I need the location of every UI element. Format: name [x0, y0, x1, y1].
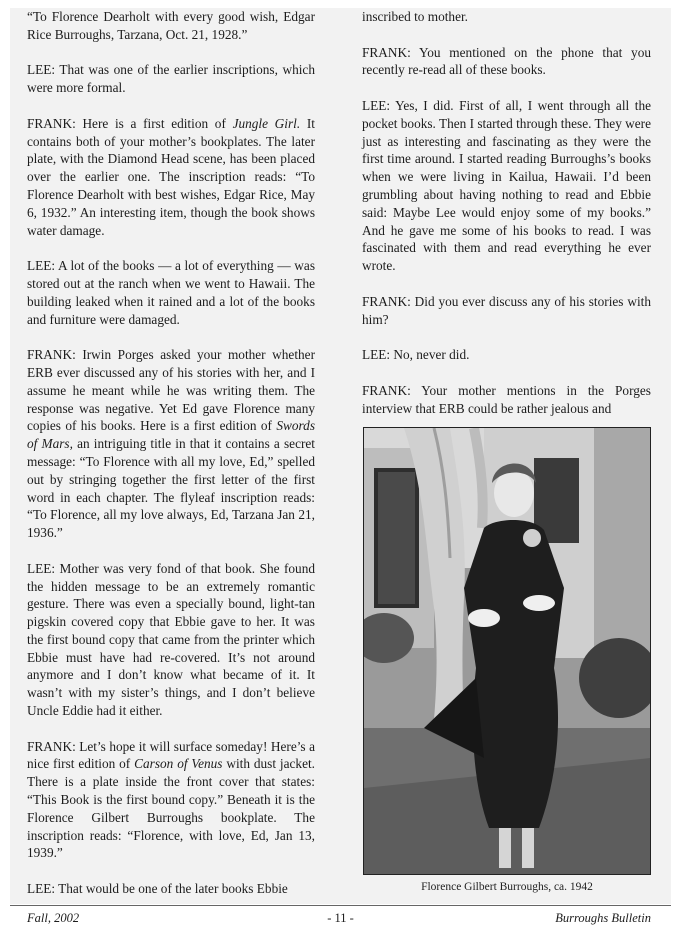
book-title: Jungle Girl.	[232, 115, 301, 131]
book-title: Swords of Mars,	[27, 418, 315, 452]
paragraph: FRANK: Did you ever discuss any of his stories with him?	[362, 293, 651, 327]
page-number: - 11 -	[327, 911, 354, 925]
paragraph: LEE: That would be one of the later books Ebbie	[27, 881, 288, 897]
book-title: Carson of Venus	[134, 756, 223, 772]
paragraph: FRANK: Your mother mentions in the Porges interview that ERB could be rather jealous and	[362, 382, 651, 416]
left-column	[27, 8, 315, 916]
footer-date: Fall, 2002	[27, 911, 80, 925]
paragraph: LEE: A lot of the books — a lot of everything — was stored out at the ranch when we went to Hawaii. The building leaked when it rained and a lot of the books and furniture were damaged.	[27, 258, 315, 327]
paragraph: FRANK: Here is a first edition of Jungle Girl. It contains both of your mother’s bookplates. The later plate, with the Diamond Head scene, has been placed over the earlier one. The inscription reads: “To Florence Dearholt with best wishes, Edgar Rice, May 6, 1932.” An interesting item, though the book shows water damage.	[27, 115, 315, 238]
publication-name: Burroughs Bulletin	[555, 911, 651, 925]
paragraph: inscribed to mother.	[362, 9, 468, 24]
footer-rule	[10, 905, 671, 906]
right-column	[362, 8, 651, 435]
paragraph: FRANK: You mentioned on the phone that you recently re-read all of these books.	[362, 44, 651, 78]
paragraph: LEE: No, never did.	[362, 347, 470, 363]
paragraph: FRANK: Irwin Porges asked your mother whether ERB ever discussed any of his stories with her, and I assume he meant while he was writing them. The response was negative. Yet Ed gave Florence many copies of his books. Here is a first edition of Swords of Mars, an intriguing title in that it contains a secret message: “To Florence with all my love, Ed,” spelled out by stringing together the first letter of the first word in each chapter. The flyleaf inscription reads: “To Florence, all my love always, Ed, Tarzana Jan 21, 1936.”	[27, 347, 315, 541]
portrait-photo	[363, 427, 651, 875]
paragraph: “To Florence Dearholt with every good wish, Edgar Rice Burroughs, Tarzana, Oct. 21, 1928.”	[27, 9, 315, 42]
paragraph: LEE: Mother was very fond of that book. She found the hidden message to be an extremely romantic gesture. There was even a specially bound, light-tan pigskin covered copy that Ebbie gave to her. It was the first bound copy that came from the printer which Ebbie must have had re-covered. It’s not around anymore and I don’t know what became of it. It wasn’t with my sister’s things, and I don’t believe Uncle Eddie had it either.	[27, 560, 315, 719]
photo-caption: Florence Gilbert Burroughs, ca. 1942	[421, 881, 593, 893]
paragraph: FRANK: Let’s hope it will surface someday! Here’s a nice first edition of Carson of Venus with dust jacket. There is a plate inside the front cover that states: “This Book is the first bound copy.” Beneath it is the Florence Gilbert Burroughs bookplate. The inscription reads: “Florence, with love, Ed, Jan 13, 1939.”	[27, 738, 315, 861]
paragraph: LEE: That was one of the earlier inscriptions, which were more formal.	[27, 62, 315, 96]
paragraph: LEE: Yes, I did. First of all, I went through all the pocket books. Then I started through these. They were just as interesting and fascinating as they were the first time around. I started reading Burroughs’s books when we were living in Kailua, Hawaii. I’d been grumbling about having nothing to read and Ebbie said: Maybe Lee would enjoy some of my books.” And he gave me some of his books to read. I was fascinated with them and read everything he ever wrote.	[362, 97, 652, 274]
